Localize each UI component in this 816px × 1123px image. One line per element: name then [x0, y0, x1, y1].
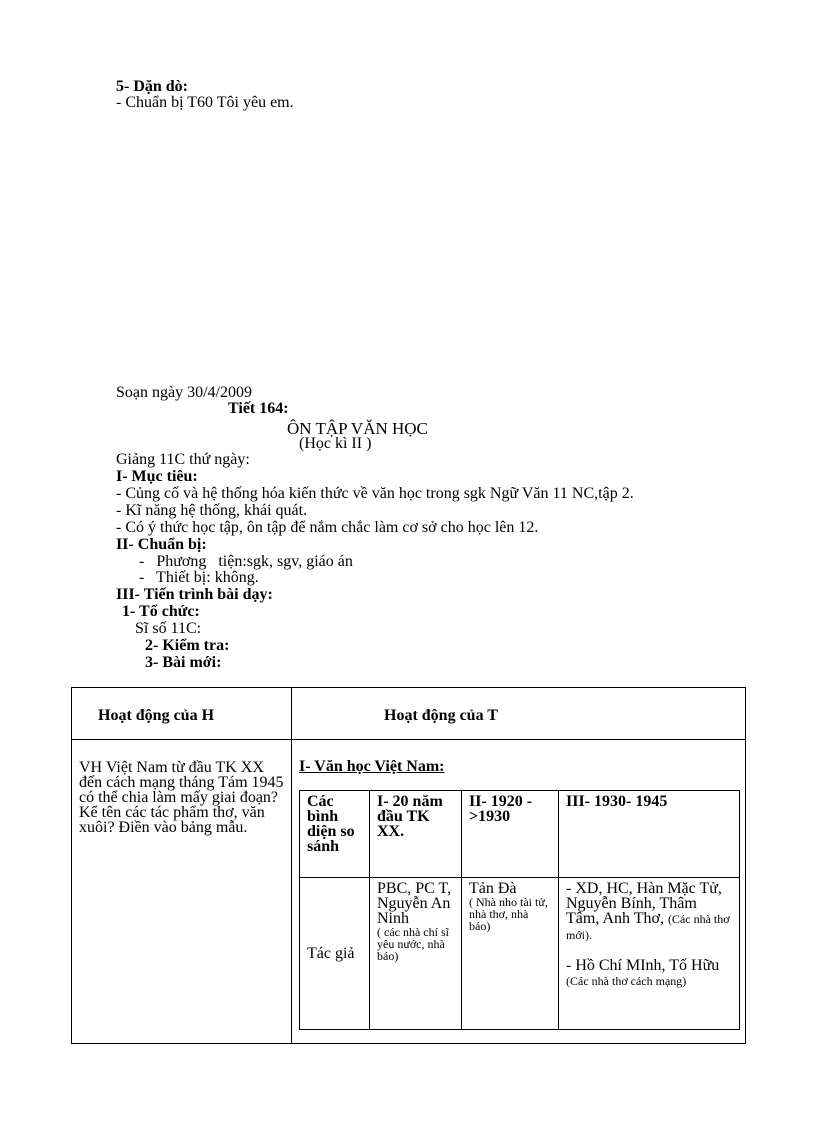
- preparation-heading: II- Chuẩn bị:: [116, 536, 207, 553]
- objective-item: - Kĩ năng hệ thống, khái quát.: [116, 502, 308, 519]
- column-divider: [291, 688, 292, 1043]
- objective-item: - Củng cố và hệ thống hóa kiến thức về văn học trong sgk Ngữ Văn 11 NC,tập 2.: [116, 485, 634, 502]
- header-cell-period-1: I- 20 năm đầu TK XX.: [370, 791, 462, 878]
- student-question: VH Việt Nam từ đầu TK XX đến cách mạng tháng Tám 1945 có thể chia làm mấy giai đoạn? Kể tên các tác phẩm thơ, văn xuôi? Điền vào bảng mẫu.: [79, 759, 284, 836]
- cell-period-1-authors: [370, 878, 462, 1030]
- cell-note: (Các nhà thơ cách mạng): [566, 974, 687, 988]
- cell-note: ( Nhà nho tài tử, nhà thơ, nhà báo): [469, 895, 548, 933]
- activity-table: [71, 687, 746, 1044]
- class-size: Sĩ số 11C:: [135, 620, 202, 637]
- cell-main-text: - XD, HC, Hàn Mặc Tử, Nguyễn Bính, Thâm Tâm, Anh Thơ,: [566, 880, 722, 927]
- cell-period-3-authors: [559, 878, 740, 1030]
- step-organize: 1- Tổ chức:: [122, 603, 200, 620]
- header-cell-period-3: III- 1930- 1945: [559, 791, 740, 878]
- section-title: I- Văn học Việt Nam:: [299, 758, 445, 775]
- preparation-item: - Thiết bị: không.: [139, 569, 259, 586]
- cell-period-2-authors: [462, 878, 559, 1030]
- prep-date: Soạn ngày 30/4/2009: [116, 384, 252, 401]
- header-cell-period-2: II- 1920 ->1930: [462, 791, 559, 878]
- teaching-date: Giảng 11C thứ ngày:: [116, 451, 250, 468]
- cell-main-text: PBC, PC T, Nguyễn An Ninh: [377, 880, 452, 927]
- preparation-item: - Phương tiện:sgk, sgv, giáo án: [139, 553, 353, 570]
- page-subtitle: (Học kì II ): [299, 435, 372, 452]
- header-cell-criteria: Các bình diện so sánh: [300, 791, 370, 878]
- page-title: ÔN TẬP VĂN HỌC: [287, 419, 428, 438]
- objectives-heading: I- Mục tiêu:: [116, 468, 198, 485]
- cell-note: (Các nhà thơ mới).: [566, 912, 730, 942]
- row-label-authors: Tác giả: [300, 878, 370, 1030]
- homework-line: - Chuẩn bị T60 Tôi yêu em.: [116, 94, 294, 111]
- cell-main-text: - Hồ Chí MInh, Tố Hữu: [566, 957, 720, 974]
- cell-main-text: Tản Đà: [469, 880, 517, 897]
- student-activity-header: Hoạt động của H: [98, 707, 215, 724]
- teacher-activity-header: Hoạt động của T: [384, 707, 498, 724]
- objective-item: - Có ý thức học tập, ôn tập để nắm chắc làm cơ sở cho học lên 12.: [116, 519, 539, 536]
- header-divider: [72, 739, 745, 740]
- procedure-heading: III- Tiến trình bài dạy:: [116, 586, 273, 603]
- step-new-lesson: 3- Bài mới:: [145, 654, 222, 671]
- cell-note: ( các nhà chí sĩ yêu nước, nhà báo): [377, 925, 449, 963]
- homework-heading: 5- Dặn dò:: [116, 78, 189, 95]
- lesson-number: Tiết 164:: [228, 400, 289, 417]
- step-check: 2- Kiểm tra:: [145, 637, 230, 654]
- comparison-table: [299, 790, 740, 1030]
